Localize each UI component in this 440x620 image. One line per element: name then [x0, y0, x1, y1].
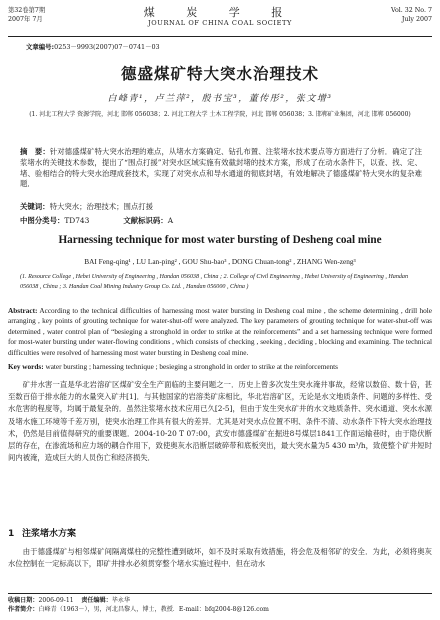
keywords-en-text: water bursting ; harnessing technique ; besieging a stronghold in order to strike at the reinforcements: [45, 363, 339, 371]
section-number: 1: [8, 529, 15, 539]
doc-code-label: 文献标识码：: [123, 216, 168, 225]
clc-label: 中图分类号：: [20, 216, 65, 225]
date-cn: 2007年 7月: [8, 16, 43, 23]
journal-name: [8, 6, 432, 28]
author-bio-label: 作者简介：: [8, 606, 39, 613]
abstract-en: [8, 306, 432, 358]
received-date: 2006-09-11: [38, 597, 74, 604]
affiliations-en: (1. Resource College , Hebei University of Engineering , Handan 056038 , China ; 2. College of Civil Engineering , Hebei University of Engineering , Handan 056038 , China ; 3. Handan Coal Mining Industry Group Co. Ltd. , Handan 056000 , China ): [20, 274, 409, 290]
editor-name: 毕永华: [111, 597, 131, 604]
footnote-line-1: [8, 596, 432, 605]
title-cn: 德盛煤矿特大突水治理技术: [120, 65, 319, 83]
keywords-cn-label: 关键词：: [20, 202, 50, 211]
journal-name-en: JOURNAL OF CHINA COAL SOCIETY: [148, 19, 292, 27]
abstract-cn-text: 针对德盛煤矿特大突水治理的难点，从堵水方案确定、钻孔布置、注浆堵水技术要点等方面进行了分析．确定了注浆堵水的关键技术参数，提出了“围点打援”对突水区域实施有效截封堵的技术方案，形成了在动水条件下，以查、找、定、堵、验相结合的特大突水治理成套技术，实现了对突水点和导水通道的彻底封堵，有效地解决了德盛煤矿特大突水的复杂难题．: [20, 147, 422, 189]
footnote: [8, 593, 432, 614]
issue-info-en: [391, 6, 432, 24]
section-title: 注浆堵水方案: [22, 529, 77, 539]
body-paragraph-2: 由于德盛煤矿与相邻煤矿间隔离煤柱的完整性遭到破坏，如不及时采取有效措施，将会危及相邻矿的安全．为此，必须将奥灰水位控制在一定标高以下，即矿井排水必须贯穿整个堵水实施过程中．但在动水: [8, 547, 432, 569]
volume-issue-en: Vol. 32 No. 7: [391, 7, 432, 14]
affiliations-cn: (1. 河北工程大学 资源学院，河北 邯郸 056038；2. 河北工程大学 土木工程学院，河北 邯郸 056038；3. 邯郸矿业集团，河北 邯郸 056000): [29, 111, 411, 118]
article-number-label: 文章编号:: [26, 43, 55, 51]
article-number-value: 0253－9993(2007)07－0741－03: [54, 43, 160, 51]
doc-code-value: A: [167, 216, 174, 225]
article-number: [26, 42, 160, 51]
keywords-en: [8, 362, 432, 372]
date-en: July 2007: [401, 16, 432, 23]
editor-label: 责任编辑：: [81, 597, 112, 604]
keywords-en-label: Key words:: [8, 363, 44, 371]
abstract-cn-label: 摘 要：: [20, 147, 50, 156]
authors-cn: 白峰青¹，卢兰萍²，殷书宝³，董传彤²，张文增³: [107, 94, 333, 104]
author-bio: 白峰青（1963－），男，河北昌黎人，博士，教授．E-mail：bfq2004-8@126.com: [38, 606, 269, 613]
section-heading: [8, 526, 76, 539]
abstract-cn: [20, 147, 422, 190]
abstract-en-text: According to the technical difficulties of harnessing most water bursting in Desheng coal mine , the scheme determining , drill hole arranging , key points of grouting technique for water-shut-off were analyzed. The key parameters of grouting technique for water-shut-off was determined , water control plan of “besieging a stronghold in order to strike at the reinforcements” and a set harnessing technique were formed for most-water bursting under water-flowing conditions , which consists of checking , seeking , deciding , blocking and examining. The technical difficulties were resolved of harnessing most water bursting in Desheng coal mine.: [8, 307, 432, 357]
classification: [20, 215, 173, 226]
clc-value: TD743: [64, 216, 90, 225]
keywords-cn-text: 特大突水；治理技术；围点打援: [49, 202, 154, 211]
running-header: [8, 6, 432, 37]
footnote-line-2: [8, 605, 432, 614]
body-paragraph-1: 矿井水害一直是华北岩溶矿区煤矿安全生产面临的主要问题之一．历史上曾多次发生突水淹井事故，经常以数倍、数十倍，甚至数百倍于排水能力的水量突入矿井[1]．与其他国家的岩溶类矿床相比，华北岩溶矿区，无论是水文地质条件、问题的多样性、受水危害的程度等，均属于最复杂的．虽然注浆堵水技术应用已久[2-5]，但由于发生突水矿井的水文地质条件、突水通道、突水水源及堵水施工环境等千差万别，使突水治理工作具有很大的差异．尤其是对突水点位置不明、条件不清、动水条件下特大突水治理技术，仍然是目前值得研究的重要课题．2004-10-20 T 07:00，武安市德盛煤矿在掘进8号煤层1841工作面运输巷时，由于隐伏断层的存在，在渗流场和应力场的耦合作用下，致使奥灰水沿断层破碎带和底板突出，最大突水量为5 430 m³/h，致使整个矿井短时间内被淹，造成巨大的人员伤亡和经济损失．: [8, 380, 432, 463]
abstract-en-label: Abstract:: [8, 307, 38, 315]
journal-name-cn: 煤 炭 学 报: [143, 6, 297, 19]
keywords-cn: [20, 201, 153, 212]
authors-en: BAI Feng-qing¹ , LU Lan-ping² , GOU Shu-bao³ , DONG Chuan-tong² , ZHANG Wen-zeng³: [84, 257, 356, 266]
received-label: 收稿日期：: [8, 597, 39, 604]
title-en: Harnessing technique for most water bursting of Desheng coal mine: [58, 234, 382, 246]
volume-issue-cn: 第32卷第7期: [8, 7, 46, 14]
